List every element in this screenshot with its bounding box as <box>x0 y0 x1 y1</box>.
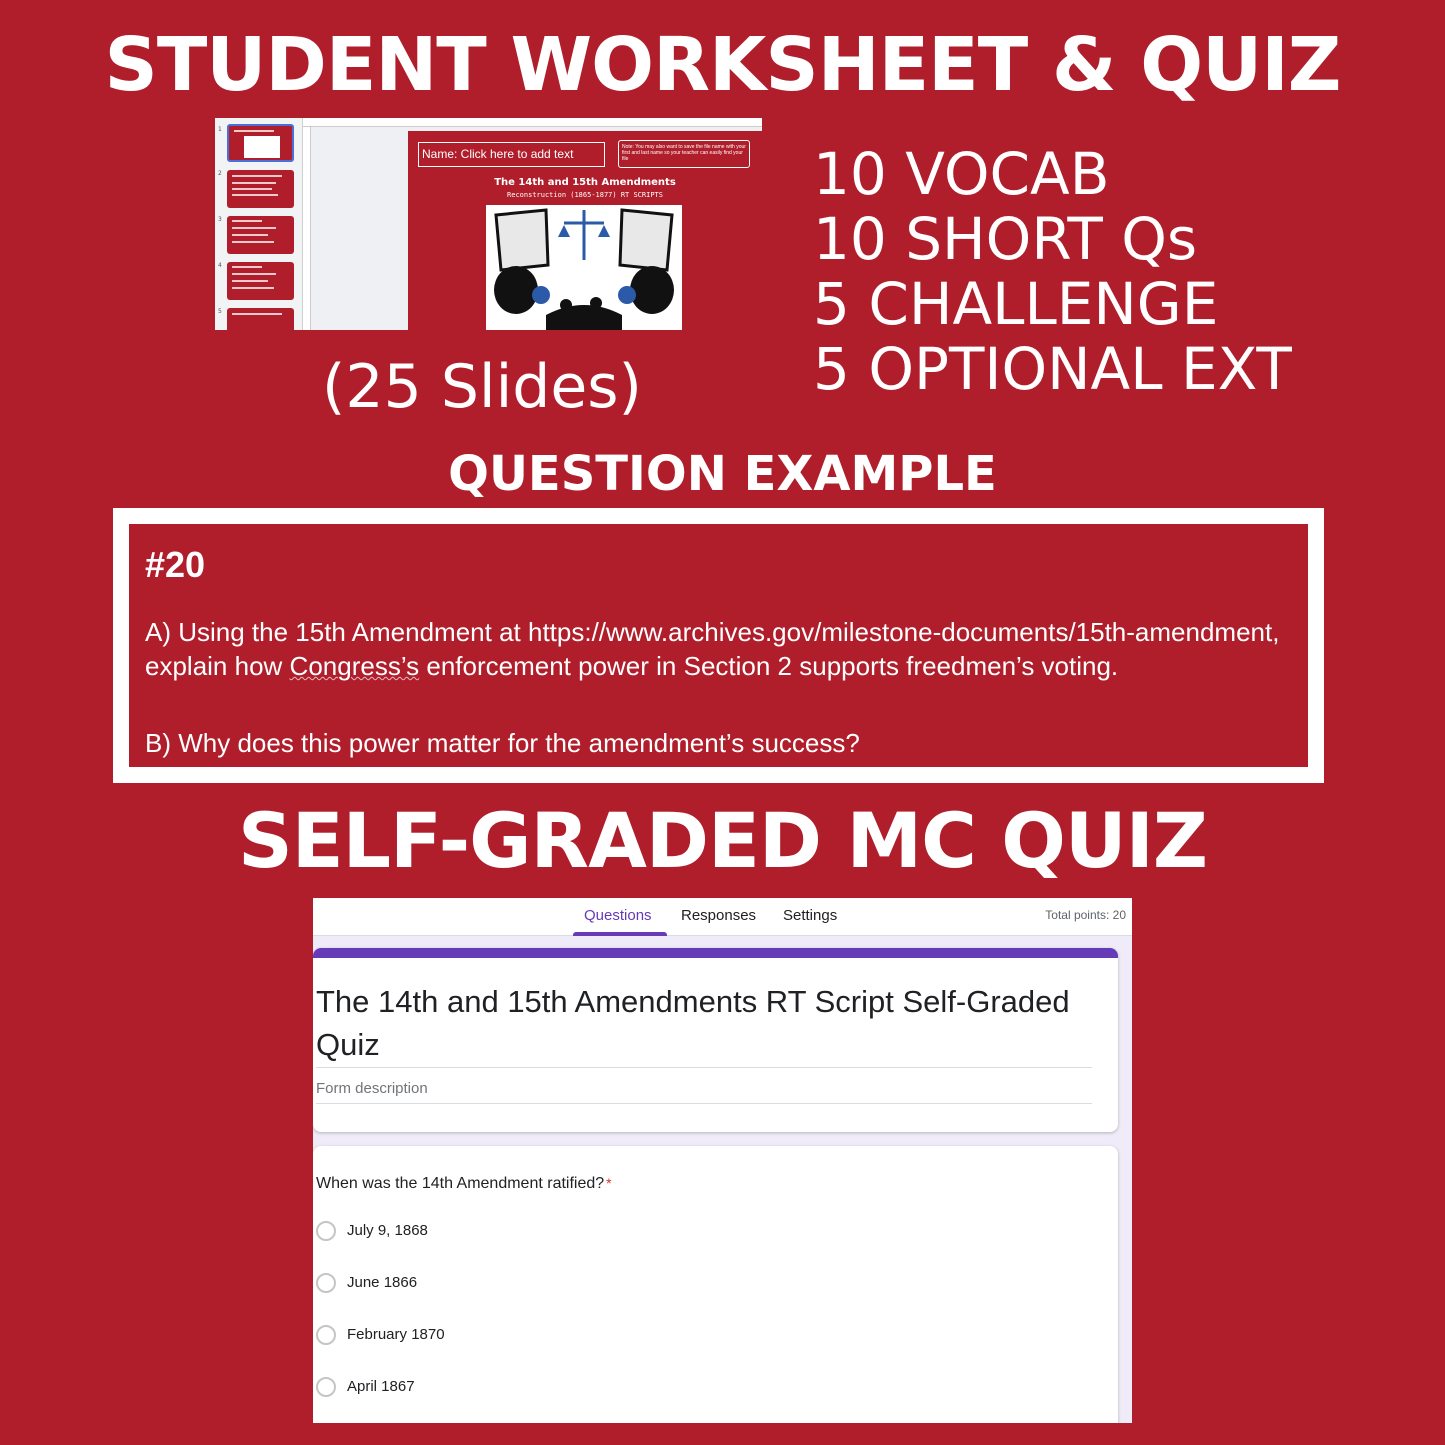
feature-item: 5 OPTIONAL EXT <box>813 335 1292 403</box>
name-textbox[interactable]: Name: Click here to add text <box>418 142 605 167</box>
vertical-ruler <box>303 127 311 330</box>
radio-button[interactable] <box>316 1377 336 1397</box>
radio-button[interactable] <box>316 1325 336 1345</box>
tab-questions[interactable]: Questions <box>584 907 652 924</box>
slide-thumbnail[interactable] <box>227 308 294 330</box>
question-title <box>316 1175 612 1193</box>
tab-responses[interactable]: Responses <box>681 907 757 924</box>
slide-canvas <box>408 131 762 330</box>
radio-button[interactable] <box>316 1273 336 1293</box>
slides-count: (25 Slides) <box>322 352 642 422</box>
feature-item: 10 VOCAB <box>813 140 1110 208</box>
option-label: June 1866 <box>347 1274 418 1291</box>
question-number: #20 <box>145 544 206 585</box>
question-example-heading: QUESTION EXAMPLE <box>448 446 997 502</box>
slide-filmstrip <box>215 118 303 330</box>
option-label: July 9, 1868 <box>347 1222 428 1239</box>
tab-settings[interactable]: Settings <box>783 907 838 924</box>
divider <box>316 1103 1092 1104</box>
feature-item: 10 SHORT Qs <box>813 205 1198 273</box>
question-part-a <box>145 615 1305 683</box>
thumb-number: 3 <box>218 216 222 223</box>
slide-subtitle: Reconstruction (1865-1877) RT SCRIPTS <box>507 191 663 199</box>
question-part-b: B) Why does this power matter for the amendment’s success? <box>145 728 860 758</box>
slide-thumbnail[interactable] <box>227 124 294 162</box>
thumb-number: 5 <box>218 308 222 315</box>
total-points: Total points: 20 <box>1045 908 1126 922</box>
slides-screenshot <box>215 118 762 330</box>
thumb-number: 2 <box>218 170 222 177</box>
slide-thumbnail[interactable] <box>227 170 294 208</box>
form-tab-bar <box>313 898 1132 936</box>
radio-button[interactable] <box>316 1221 336 1241</box>
question-title-text: When was the 14th Amendment ratified? <box>316 1175 605 1192</box>
divider <box>316 1067 1092 1068</box>
google-form-screenshot <box>313 898 1132 1423</box>
form-accent-bar <box>313 948 1118 958</box>
form-title[interactable]: The 14th and 15th Amendments RT Script Self-Graded Quiz <box>316 984 1070 1062</box>
question-part-a-text: A) Using the 15th Amendment at https://www.archives.gov/milestone-documents/15th-amendment, explain how <box>145 617 1280 681</box>
option-label: February 1870 <box>347 1326 445 1343</box>
form-header-card <box>313 948 1118 1132</box>
slide-thumbnail[interactable] <box>227 216 294 254</box>
feature-item: 5 CHALLENGE <box>813 270 1219 338</box>
spellcheck-word: Congress’s <box>289 651 420 681</box>
mc-quiz-heading: SELF-GRADED MC QUIZ <box>237 796 1208 885</box>
form-description-field[interactable]: Form description <box>316 1080 428 1097</box>
question-example-box <box>129 524 1308 767</box>
slide-title: The 14th and 15th Amendments <box>494 177 676 188</box>
horizontal-ruler <box>303 118 762 127</box>
question-card[interactable] <box>313 1146 1118 1423</box>
thumb-number: 4 <box>218 262 222 269</box>
note-box: Note: You may also want to save the file name with your first and last name so your teacher can easily find your file <box>618 140 750 168</box>
question-part-a-end: enforcement power in Section 2 supports freedmen’s voting. <box>419 651 1119 681</box>
required-asterisk: * <box>606 1175 612 1191</box>
thumb-number: 1 <box>218 126 222 133</box>
slide-thumbnail[interactable] <box>227 262 294 300</box>
amendments-illustration <box>486 205 682 330</box>
worksheet-quiz-heading: STUDENT WORKSHEET & QUIZ <box>104 22 1341 108</box>
active-tab-indicator <box>573 932 667 936</box>
option-label: April 1867 <box>347 1378 415 1395</box>
feature-list <box>813 142 1292 402</box>
